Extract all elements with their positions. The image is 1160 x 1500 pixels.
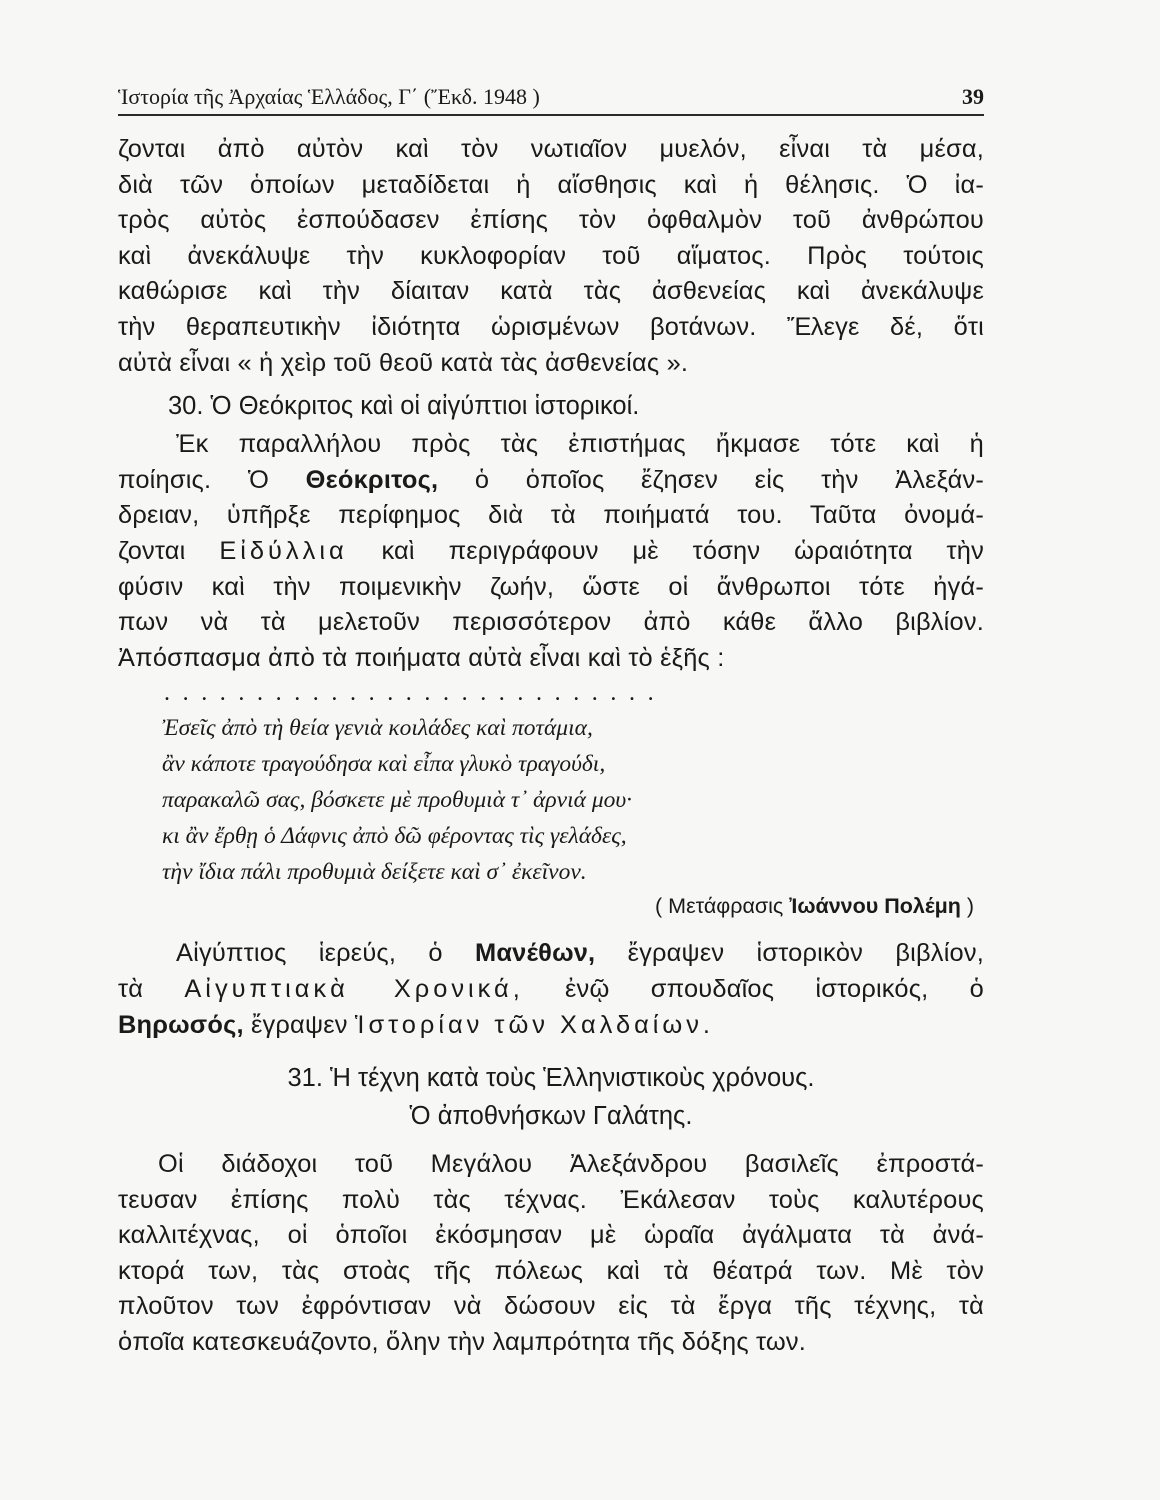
text-segment: ὁ ὁποῖος ἔζησεν εἰς τὴν Ἀλεξάν-: [438, 465, 984, 494]
heading-line: 31. Ἡ τέχνη κατὰ τοὺς Ἑλληνιστικοὺς χρόνους.: [287, 1064, 815, 1093]
text-line: κτορά των, τὰς στοὰς τῆς πόλεως καὶ τὰ θέατρά των. Μὲ τὸν: [118, 1256, 984, 1285]
text-line: δρειαν, ὑπῆρξε περίφημος διὰ τὰ ποιήματά του. Ταῦτα ὀνομά-: [118, 501, 984, 530]
text-line: [118, 463, 984, 499]
running-title: Ἱστορία τῆς Ἀρχαίας Ἑλλάδος, Γ΄ (Ἔκδ. 1948 ): [118, 84, 540, 109]
text-segment: ἐνῷ σπουδαῖος ἱστορικός, ὁ: [523, 974, 984, 1003]
poem-line: κι ἂν ἔρθῃ ὁ Δάφνις ἀπὸ δῶ φέροντας τὶς γελάδες,: [162, 823, 627, 850]
section-heading-31: [118, 1061, 984, 1133]
text-segment: Αἰγύπτιος ἱερεύς, ὁ: [176, 939, 476, 968]
text-line: πων νὰ τὰ μελετοῦν περισσότερον ἀπὸ κάθε ἄλλο βιβλίον.: [118, 608, 984, 637]
title-egyptian-chronicles: Αἰγυπτιακὰ Χρονικά,: [184, 974, 524, 1003]
text-line: [118, 972, 984, 1008]
poem-ellipsis: ...........................: [164, 680, 667, 707]
translator-name: Ἰωάννου Πολέμη: [789, 894, 961, 919]
book-page: [118, 78, 984, 1361]
poem-excerpt: [118, 710, 984, 890]
term-idylls: Εἰδύλλια: [219, 536, 348, 565]
paragraph-historians: [118, 936, 984, 1043]
text-line: τευσαν ἐπίσης πολὺ τὰς τέχνας. Ἐκάλεσαν τοὺς καλυτέρους: [118, 1185, 984, 1214]
text-line: ζονται ἀπὸ αὐτὸν καὶ τὸν νωτιαῖον μυελόν, εἶναι τὰ μέσα,: [118, 135, 984, 163]
text-segment: τὰ: [118, 974, 185, 1003]
name-theocritus: Θεόκριτος,: [305, 465, 439, 494]
text-segment: ( Μετάφρασις: [655, 894, 790, 919]
poem-line: Ἐσεῖς ἀπὸ τὴ θεία γενιὰ κοιλάδες καὶ ποτάμια,: [162, 715, 593, 742]
text-line: Ἀπόσπασμα ἀπὸ τὰ ποιήματα αὐτὰ εἶναι καὶ τὸ ἑξῆς :: [118, 643, 725, 672]
text-line: καλλιτέχνας, οἱ ὁποῖοι ἐκόσμησαν μὲ ὡραῖα ἀγάλματα τὰ ἀνά-: [118, 1221, 984, 1250]
text-line: πλοῦτον των ἐφρόντισαν νὰ δώσουν εἰς τὰ ἔργα τῆς τέχνης, τὰ: [118, 1292, 984, 1321]
text-line: Οἱ διάδοχοι τοῦ Μεγάλου Ἀλεξάνδρου βασιλεῖς ἐπροστά-: [158, 1150, 984, 1179]
text-line: [118, 1008, 984, 1044]
poem-line: παρακαλῶ σας, βόσκετε μὲ προθυμιὰ τ᾽ ἀρνιά μου·: [162, 787, 633, 814]
text-line: φύσιν καὶ τὴν ποιμενικὴν ζωήν, ὥστε οἱ ἄνθρωποι τότε ἠγά-: [118, 572, 984, 601]
name-manetho: Μανέθων,: [475, 939, 596, 968]
heading-line: Ὁ ἀποθνήσκων Γαλάτης.: [409, 1102, 693, 1131]
paragraph-theocritus: [118, 427, 984, 676]
text-line: διὰ τῶν ὁποίων μεταδίδεται ἡ αἴσθησις καὶ ἡ θέλησις. Ὁ ἰα-: [118, 170, 984, 199]
text-segment: ἔγραψεν: [243, 1010, 355, 1039]
translation-credit: [118, 890, 984, 922]
page-number: 39: [962, 84, 984, 109]
running-header: [118, 78, 984, 116]
text-segment: ζονται: [118, 536, 220, 565]
text-line: [118, 534, 984, 570]
text-line: ὁποῖα κατεσκευάζοντο, ὅλην τὴν λαμπρότητα τῆς δόξης των.: [118, 1328, 807, 1357]
name-berossus: Βηρωσός,: [118, 1010, 244, 1039]
title-history-chaldeans: Ἱστορίαν τῶν Χαλδαίων.: [354, 1010, 714, 1039]
paragraph-hellenistic-art: [118, 1147, 984, 1361]
text-segment: ποίησις. Ὁ: [118, 465, 306, 494]
text-line: καθώρισε καὶ τὴν δίαιταν κατὰ τὰς ἀσθενείας καὶ ἀνεκάλυψε: [118, 277, 984, 306]
text-segment: ἔγραψεν ἱστορικὸν βιβλίον,: [595, 939, 985, 968]
text-line: αὐτὰ εἶναι « ἡ χεὶρ τοῦ θεοῦ κατὰ τὰς ἀσθενείας ».: [118, 348, 689, 377]
text-segment: Ἐκ παραλλήλου πρὸς τὰς ἐπιστήμας ἤκμασε τότε καὶ ἡ: [176, 430, 984, 459]
text-segment: ): [960, 894, 974, 919]
text-line: τρὸς αὐτὸς ἐσπούδασεν ἐπίσης τὸν ὀφθαλμὸν τοῦ ἀνθρώπου: [118, 206, 984, 235]
text-line: τὴν θεραπευτικὴν ἰδιότητα ὡρισμένων βοτάνων. Ἔλεγε δέ, ὅτι: [118, 312, 984, 341]
text-line: καὶ ἀνεκάλυψε τὴν κυκλοφορίαν τοῦ αἵματος. Πρὸς τούτοις: [118, 241, 984, 270]
text-segment: καὶ περιγράφουν μὲ τόσην ὡραιότητα τὴν: [347, 536, 984, 565]
poem-line: τὴν ἴδια πάλι προθυμιὰ δείξετε καὶ σ᾽ ἐκεῖνον.: [162, 859, 587, 886]
text-line: [118, 427, 984, 463]
text-line: [118, 936, 984, 972]
paragraph-galen: [118, 132, 984, 381]
section-heading-30: 30. Ὁ Θεόκριτος καὶ οἱ αἰγύπτιοι ἱστορικοί.: [168, 392, 640, 421]
poem-line: ἂν κάποτε τραγούδησα καὶ εἶπα γλυκὸ τραγούδι,: [162, 751, 606, 778]
